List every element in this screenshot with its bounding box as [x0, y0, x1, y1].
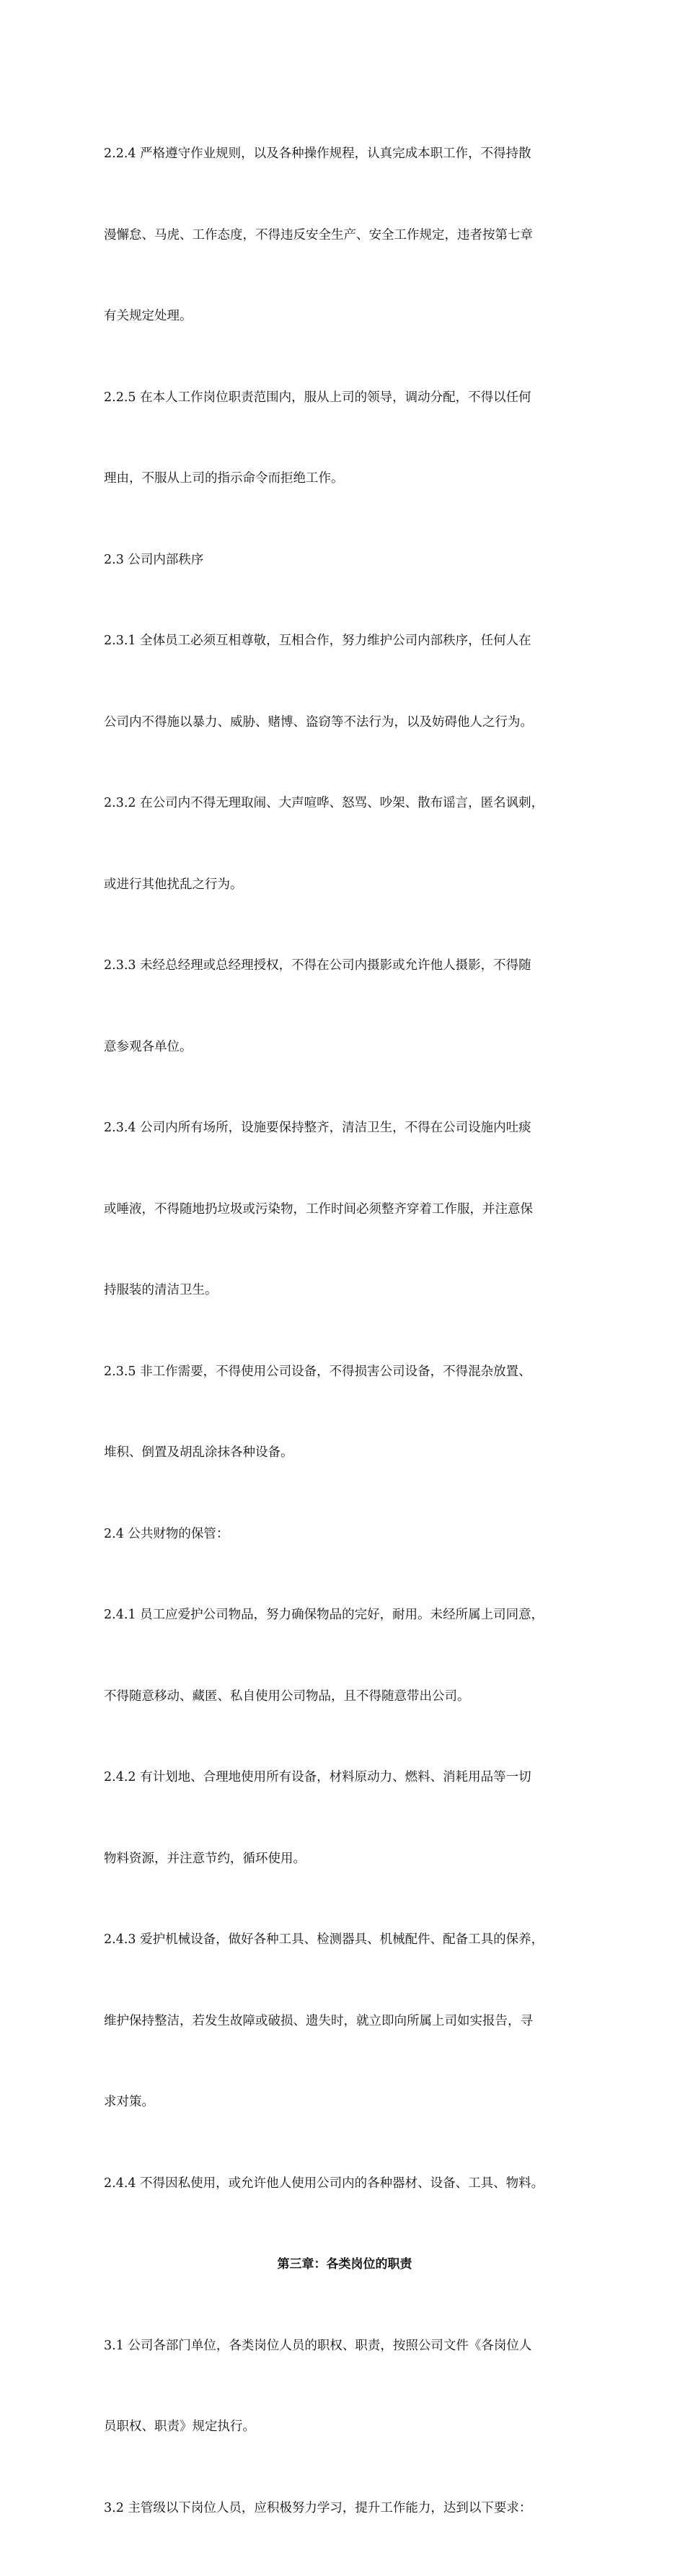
text-line: 2.4.2 有计划地、合理地使用所有设备，材料原动力、燃料、消耗用品等一切: [104, 1764, 585, 1792]
text-line: 或进行其他扰乱之行为。: [104, 872, 585, 899]
text-line: 求对策。: [104, 2089, 585, 2116]
text-line: 2.4.4 不得因私使用，或允许他人使用公司内的各种器材、设备、工具、物料。: [104, 2170, 585, 2198]
text-line: 2.3.5 非工作需要，不得使用公司设备，不得损害公司设备，不得混杂放置、: [104, 1359, 585, 1386]
text-line: 2.2.4 严格遵守作业规则，以及各种操作规程，认真完成本职工作，不得持散: [104, 141, 585, 168]
chapter-title: 第三章：各类岗位的职责: [104, 2251, 585, 2279]
text-line: 2.3.3 未经总经理或总经理授权，不得在公司内摄影或允许他人摄影，不得随: [104, 952, 585, 980]
text-line: 不得随意移动、藏匿、私自使用公司物品，且不得随意带出公司。: [104, 1683, 585, 1711]
section-3-text: [104, 2279, 585, 2576]
document-page: [0, 0, 685, 970]
text-line: 维护保持整洁，若发生故障或破损、遗失时，就立即向所属上司如实报告，寻: [104, 2008, 585, 2036]
text-line: 有关规定处理。: [104, 303, 585, 330]
text-line: 或唾液，不得随地扔垃圾或污染物，工作时间必须整齐穿着工作服，并注意保: [104, 1196, 585, 1224]
text-line: 意参观各单位。: [104, 1034, 585, 1061]
text-line: 2.3.1 全体员工必须互相尊敬，互相合作，努力维护公司内部秩序，任何人在: [104, 628, 585, 655]
text-line: 2.3.2 在公司内不得无理取闹、大声喧哗、怒骂、吵架、散布谣言，匿名讽刺，: [104, 790, 585, 818]
text-line: 理由，不服从上司的指示命令而拒绝工作。: [104, 465, 585, 493]
text-line: 2.4.1 员工应爱护公司物品，努力确保物品的完好，耐用。未经所属上司同意，: [104, 1602, 585, 1629]
text-line: 物料资源，并注意节约，循环使用。: [104, 1846, 585, 1873]
text-line: 3.1 公司各部门单位，各类岗位人员的职权、职责，按照公司文件《各岗位人: [104, 2333, 585, 2360]
section-heading: 2.3 公司内部秩序: [104, 547, 585, 574]
text-line: 持服装的清洁卫生。: [104, 1277, 585, 1305]
text-line: 漫懈怠、马虎、工作态度，不得违反安全生产、安全工作规定，违者按第七章: [104, 222, 585, 250]
text-line: 堆积、倒置及胡乱涂抹各种设备。: [104, 1440, 585, 1467]
text-line: 员职权、职责》规定执行。: [104, 2414, 585, 2441]
section-2-text: [104, 87, 585, 2251]
text-line: 2.2.5 在本人工作岗位职责范围内，服从上司的领导，调动分配，不得以任何: [104, 385, 585, 412]
section-heading: 2.4 公共财物的保管：: [104, 1521, 585, 1548]
document-body: [104, 87, 585, 2576]
text-line: 2.4.3 爱护机械设备，做好各种工具、检测器具、机械配件、配备工具的保养，: [104, 1927, 585, 1954]
text-line: 3.2 主管级以下岗位人员，应积极努力学习，提升工作能力，达到以下要求：: [104, 2495, 585, 2523]
text-line: 2.3.4 公司内所有场所，设施要保持整齐，清洁卫生，不得在公司设施内吐痰: [104, 1115, 585, 1142]
text-line: 公司内不得施以暴力、威胁、赌博、盗窃等不法行为，以及妨碍他人之行为。: [104, 709, 585, 737]
